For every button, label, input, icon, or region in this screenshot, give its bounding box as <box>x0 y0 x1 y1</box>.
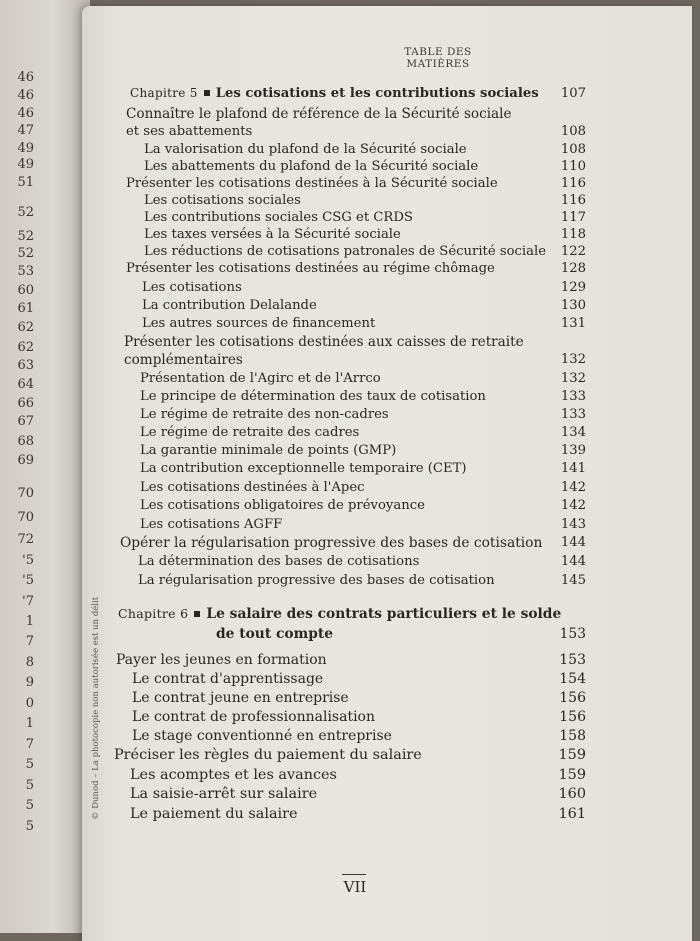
right-page <box>82 6 692 941</box>
toc-subentry: Les cotisations <box>142 280 242 295</box>
toc-subentry: Les contributions sociales CSG et CRDS <box>144 210 413 225</box>
toc-entry: Connaître le plafond de référence de la Sécurité sociale <box>126 106 512 122</box>
left-page-number: 52 <box>17 246 34 261</box>
left-page-number: 64 <box>17 377 34 392</box>
left-page-number: 62 <box>17 340 34 355</box>
toc-page: 143 <box>560 517 586 532</box>
toc-entry: Payer les jeunes en formation <box>116 652 327 668</box>
left-page-number: 7 <box>25 737 34 752</box>
toc-entry: et ses abattements <box>126 124 253 139</box>
toc-subentry: Les réductions de cotisations patronales de Sécurité sociale <box>144 244 547 259</box>
left-page-number: 46 <box>17 106 34 121</box>
toc-subentry: Le régime de retraite des cadres <box>140 425 360 440</box>
toc-subentry: Les cotisations destinées à l'Apec <box>140 480 365 495</box>
chapter-5-page: 107 <box>560 86 586 101</box>
folio-rule <box>342 874 366 875</box>
left-page-number: 60 <box>17 283 34 298</box>
left-page-number: 52 <box>17 229 34 244</box>
toc-page: 117 <box>560 210 586 225</box>
toc-page: 134 <box>560 425 586 440</box>
toc-subentry: Le contrat de professionnalisation <box>132 709 375 725</box>
toc-page: 132 <box>560 371 586 386</box>
toc-subentry: Les cotisations AGFF <box>140 517 283 532</box>
left-page-number: 5 <box>25 778 34 793</box>
toc-page: 153 <box>559 652 586 668</box>
chapter-5-label: Chapitre 5 <box>130 86 198 100</box>
toc-subentry: Les autres sources de financement <box>142 316 376 331</box>
left-page-number: 5 <box>25 819 34 834</box>
toc-entry: complémentaires <box>124 352 243 368</box>
chapter-5-title: Les cotisations et les contributions sociales <box>215 86 539 101</box>
toc-subentry: La détermination des bases de cotisations <box>138 554 420 569</box>
left-page-number: 46 <box>17 70 34 85</box>
left-page-number: '5 <box>22 553 34 568</box>
toc-page: 128 <box>560 261 586 276</box>
left-page-number: 5 <box>25 757 34 772</box>
square-bullet-icon <box>194 611 200 617</box>
left-page-number: 52 <box>17 205 34 220</box>
toc-entry: Présenter les cotisations destinées aux caisses de retraite <box>124 334 524 350</box>
toc-page: 132 <box>560 352 586 367</box>
left-page-number: '7 <box>22 594 34 609</box>
copyright-note: © Dunod – La photocopie non autorisée est un délit <box>91 596 101 820</box>
left-page-number: 70 <box>17 486 34 501</box>
chapter-5-heading <box>130 86 539 101</box>
toc-entry: Préciser les règles du paiement du salaire <box>114 747 422 763</box>
toc-subentry: Le contrat d'apprentissage <box>132 671 324 687</box>
toc-subentry: Les taxes versées à la Sécurité sociale <box>144 227 401 242</box>
left-page-number: 49 <box>17 141 34 156</box>
left-page-number: 61 <box>17 301 34 316</box>
left-page-number: 72 <box>17 532 34 547</box>
toc-subentry: Les abattements du plafond de la Sécurité sociale <box>144 159 479 174</box>
chapter-6-page: 153 <box>559 626 586 642</box>
toc-page: 159 <box>558 747 586 763</box>
toc-subentry: Les acomptes et les avances <box>130 767 337 783</box>
chapter-6-title-line1: Le salaire des contrats particuliers et le solde <box>206 606 562 622</box>
left-page-number: 62 <box>17 320 34 335</box>
toc-entry: Présenter les cotisations destinées à la Sécurité sociale <box>126 176 498 191</box>
toc-subentry: Les cotisations sociales <box>144 193 301 208</box>
left-page-number: 1 <box>25 716 34 731</box>
left-page-number: 7 <box>25 634 34 649</box>
square-bullet-icon <box>204 90 210 96</box>
toc-subentry: Le paiement du salaire <box>130 806 298 822</box>
toc-page: 131 <box>560 316 586 331</box>
toc-page: 159 <box>558 767 586 783</box>
left-page-number: 53 <box>17 264 34 279</box>
toc-subentry: Présentation de l'Agirc et de l'Arrco <box>140 371 381 386</box>
toc-page: 158 <box>559 728 586 744</box>
toc-page: 133 <box>560 389 586 404</box>
toc-page: 116 <box>560 176 586 191</box>
toc-page: 156 <box>559 709 586 725</box>
left-page-number: 5 <box>25 798 34 813</box>
left-page-number: 70 <box>17 510 34 525</box>
toc-subentry: Le contrat jeune en entreprise <box>132 690 349 706</box>
left-page-number: 69 <box>17 453 34 468</box>
toc-page: 156 <box>559 690 586 706</box>
left-page-number: 8 <box>25 655 34 670</box>
toc-page: 154 <box>559 671 586 687</box>
toc-subentry: La garantie minimale de points (GMP) <box>140 443 397 458</box>
toc-subentry: La contribution exceptionnelle temporaire (CET) <box>140 461 467 476</box>
left-page-number: 51 <box>17 175 34 190</box>
toc-page: 116 <box>560 193 586 208</box>
left-page-number: '5 <box>22 573 34 588</box>
page-header: TABLE DES MATIÈRES <box>404 46 472 70</box>
toc-page: 108 <box>560 124 586 139</box>
toc-page: 108 <box>560 142 586 157</box>
toc-entry: Présenter les cotisations destinées au régime chômage <box>126 261 495 276</box>
toc-page: 144 <box>560 535 586 550</box>
toc-page: 142 <box>560 480 586 495</box>
toc-page: 122 <box>560 244 586 259</box>
chapter-6-title-line2: de tout compte <box>216 626 334 642</box>
toc-page: 142 <box>560 498 586 513</box>
toc-subentry: La régularisation progressive des bases de cotisation <box>138 573 495 588</box>
toc-subentry: Le régime de retraite des non-cadres <box>140 407 389 422</box>
left-page-number: 47 <box>17 123 34 138</box>
toc-page: 141 <box>560 461 586 476</box>
left-page <box>0 0 90 933</box>
toc-page: 145 <box>560 573 586 588</box>
left-page-number: 66 <box>17 396 34 411</box>
left-page-number: 46 <box>17 88 34 103</box>
chapter-6-heading <box>118 606 561 622</box>
toc-page: 160 <box>558 786 586 802</box>
toc-subentry: La contribution Delalande <box>142 298 317 313</box>
left-page-number: 67 <box>17 414 34 429</box>
left-page-number: 0 <box>25 696 34 711</box>
toc-page: 130 <box>560 298 586 313</box>
left-page-number: 68 <box>17 434 34 449</box>
toc-subentry: Le stage conventionné en entreprise <box>132 728 392 744</box>
toc-page: 118 <box>560 227 586 242</box>
toc-entry: Opérer la régularisation progressive des bases de cotisation <box>120 535 543 551</box>
chapter-6-label: Chapitre 6 <box>118 606 189 621</box>
left-page-number: 49 <box>17 157 34 172</box>
toc-subentry: La valorisation du plafond de la Sécurité sociale <box>144 142 467 157</box>
page-folio: VII <box>343 878 367 896</box>
left-page-number: 9 <box>25 675 34 690</box>
toc-page: 161 <box>558 806 586 822</box>
toc-page: 144 <box>560 554 586 569</box>
toc-subentry: La saisie-arrêt sur salaire <box>130 786 318 802</box>
toc-page: 129 <box>560 280 586 295</box>
toc-page: 110 <box>560 159 586 174</box>
toc-subentry: Le principe de détermination des taux de cotisation <box>140 389 486 404</box>
left-page-number: 63 <box>17 358 34 373</box>
toc-subentry: Les cotisations obligatoires de prévoyance <box>140 498 425 513</box>
toc-page: 133 <box>560 407 586 422</box>
toc-page: 139 <box>560 443 586 458</box>
left-page-number: 1 <box>25 614 34 629</box>
